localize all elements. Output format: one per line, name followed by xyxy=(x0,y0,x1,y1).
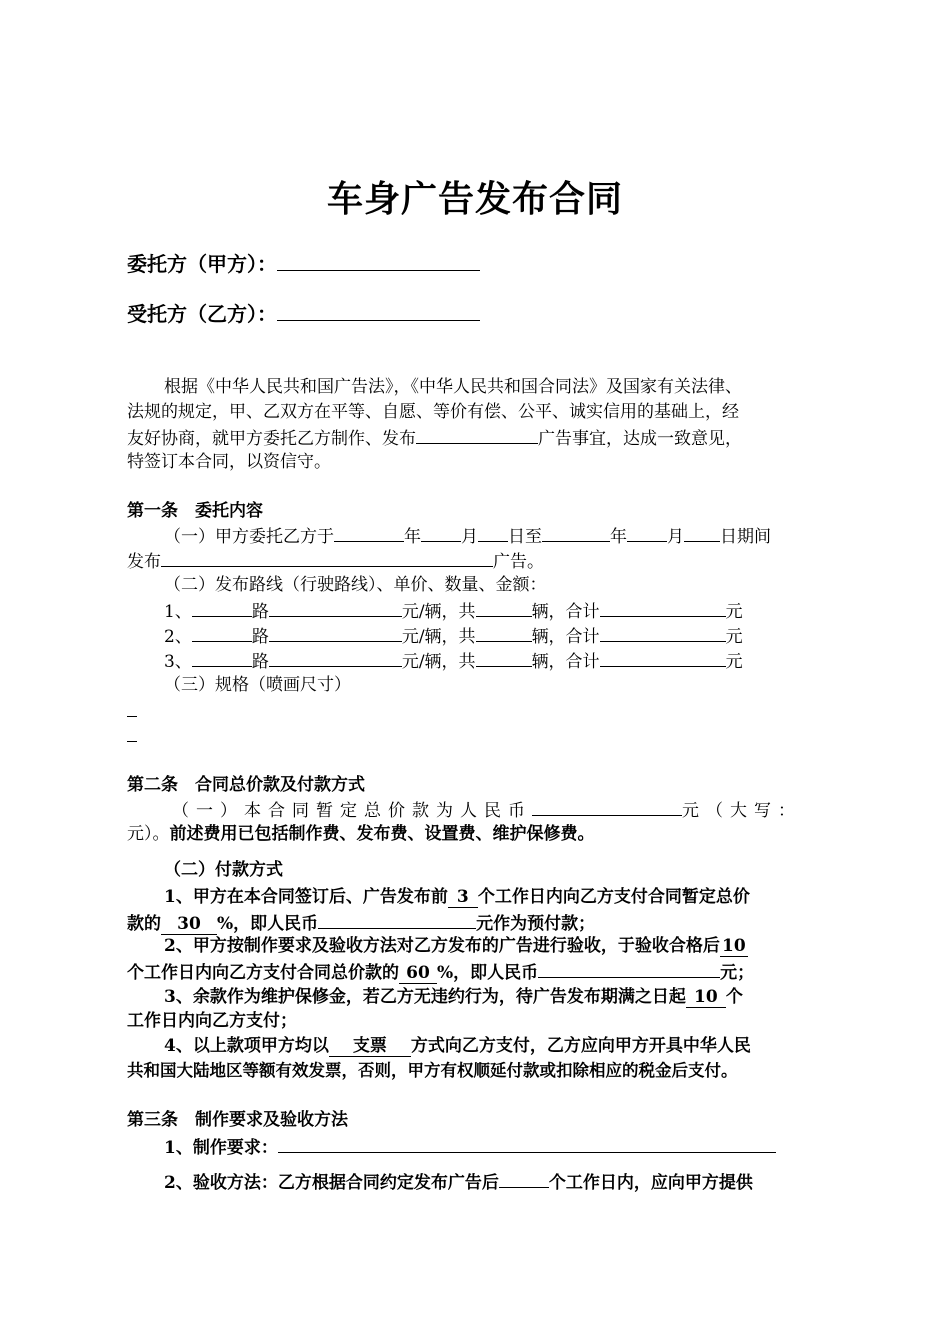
art2-item-2: （二）付款方式 xyxy=(164,860,283,880)
article-1-heading: 第一条 委托内容 xyxy=(127,501,263,521)
payment-clause-4 xyxy=(164,1034,751,1058)
second-amount-blank xyxy=(538,959,720,978)
art1-text: 年 xyxy=(404,527,421,547)
payment-method-value: 支票 xyxy=(329,1036,411,1057)
art1-text: 日至 xyxy=(508,527,542,547)
art2-text: 4、以上款项甲方均以 xyxy=(164,1036,329,1056)
art2-text: 个工作日内向乙方支付合同暂定总价 xyxy=(477,887,750,907)
route-name-blank xyxy=(192,598,252,617)
route-text: 元 xyxy=(725,602,743,622)
article-3-heading: 第三条 制作要求及验收方法 xyxy=(127,1110,348,1130)
route-text: 元/辆，共 xyxy=(401,627,476,647)
second-percent-value: 60 xyxy=(399,963,437,984)
art3-item-1 xyxy=(164,1134,776,1160)
route-name-blank xyxy=(192,648,252,667)
route-number: 2、 xyxy=(164,627,192,647)
route-text: 元 xyxy=(725,652,743,672)
preamble-text: 广告事宜，达成一致意见， xyxy=(538,429,742,449)
art2-item-1 xyxy=(172,797,802,823)
art2-text: 元作为预付款； xyxy=(476,914,596,934)
art1-text: 月 xyxy=(667,527,684,547)
party-b-line xyxy=(127,300,480,328)
advance-amount-blank xyxy=(318,910,476,929)
start-year-blank xyxy=(334,523,404,542)
vehicle-count-blank xyxy=(476,598,532,617)
art2-text: 款的 xyxy=(127,914,161,934)
art2-text: 个 xyxy=(725,987,743,1007)
art2-text: 元）。 xyxy=(127,824,170,844)
advance-days-value: 3 xyxy=(448,887,478,908)
payment-clause-2 xyxy=(164,934,748,958)
party-b-blank xyxy=(277,302,480,321)
total-price-blank xyxy=(532,797,682,816)
art2-text: %，即人民币 xyxy=(217,914,319,934)
route-text: 辆，合计 xyxy=(531,652,600,672)
preamble-text: 友好协商，就甲方委托乙方制作、发布 xyxy=(127,429,416,449)
preamble-line-4: 特签订本合同，以资信守。 xyxy=(127,452,331,472)
unit-price-blank xyxy=(269,598,402,617)
art1-item-3: （三）规格（喷画尺寸） xyxy=(164,675,351,695)
ad-name-blank xyxy=(416,425,538,444)
warranty-days-value: 10 xyxy=(686,987,726,1008)
payment-clause-3-cont: 工作日内向乙方支付； xyxy=(127,1011,297,1031)
art1-item-2: （二）发布路线（行驶路线）、单价、数量、金额： xyxy=(164,575,547,595)
acceptance-days-value: 10 xyxy=(720,936,748,957)
art2-text: 2、甲方按制作要求及验收方法对乙方发布的广告进行验收，于验收合格后 xyxy=(164,936,720,956)
route-row xyxy=(164,623,743,649)
route-number: 3、 xyxy=(164,652,192,672)
party-a-line xyxy=(127,250,480,278)
unit-price-blank xyxy=(269,648,402,667)
art2-text: 方式向乙方支付，乙方应向甲方开具中华人民 xyxy=(410,1036,751,1056)
payment-clause-4-cont: 共和国大陆地区等额有效发票，否则，甲方有权顺延付款或扣除相应的税金后支付。 xyxy=(127,1061,738,1080)
route-total-blank xyxy=(600,598,726,617)
preamble-line-2: 法规的规定，甲、乙双方在平等、自愿、等价有偿、公平、诚实信用的基础上，经 xyxy=(127,402,739,422)
unit-price-blank xyxy=(269,623,402,642)
art1-text: 发布 xyxy=(127,552,161,572)
acceptance-days-blank xyxy=(499,1169,549,1188)
spec-blank-2 xyxy=(127,741,137,742)
article-2-heading: 第二条 合同总价款及付款方式 xyxy=(127,775,365,795)
party-a-blank xyxy=(277,252,480,271)
route-text: 路 xyxy=(251,602,269,622)
art3-text: 1、制作要求： xyxy=(164,1138,278,1158)
payment-clause-2-cont xyxy=(127,959,754,985)
ad-content-blank xyxy=(161,548,493,567)
art2-text: 1、甲方在本合同签订后、广告发布前 xyxy=(164,887,448,907)
art2-text: （一）本合同暂定总价款为人民币 xyxy=(172,801,532,821)
end-day-blank xyxy=(684,523,720,542)
end-month-blank xyxy=(627,523,667,542)
payment-clause-3 xyxy=(164,985,743,1009)
advance-percent-value: 30 xyxy=(161,914,217,935)
route-row xyxy=(164,648,743,674)
route-total-blank xyxy=(600,648,726,667)
party-a-label: 委托方（甲方）： xyxy=(127,252,277,276)
art2-text: 个工作日内向乙方支付合同总价款的 xyxy=(127,963,399,983)
art1-text: 月 xyxy=(461,527,478,547)
end-year-blank xyxy=(542,523,610,542)
party-b-label: 受托方（乙方）： xyxy=(127,302,277,326)
route-text: 路 xyxy=(251,652,269,672)
art3-text: 个工作日内，应向甲方提供 xyxy=(548,1173,753,1193)
art3-text: 2、验收方法：乙方根据合同约定发布广告后 xyxy=(164,1173,499,1193)
art1-item-1 xyxy=(164,523,771,549)
page-title: 车身广告发布合同 xyxy=(326,178,623,220)
route-number: 1、 xyxy=(164,602,192,622)
art2-text: 元； xyxy=(720,963,755,983)
route-text: 元/辆，共 xyxy=(401,652,476,672)
art1-text: （一）甲方委托乙方于 xyxy=(164,527,334,547)
payment-clause-1 xyxy=(164,885,750,909)
vehicle-count-blank xyxy=(476,623,532,642)
preamble-line-1: 根据《中华人民共和国广告法》，《中华人民共和国合同法》及国家有关法律、 xyxy=(164,377,742,397)
start-month-blank xyxy=(421,523,461,542)
route-text: 辆，合计 xyxy=(531,602,600,622)
art1-text: 广告。 xyxy=(493,552,544,572)
art1-text: 年 xyxy=(610,527,627,547)
art1-publish-line xyxy=(127,548,544,574)
art2-text: 前述费用已包括制作费、发布费、设置费、维护保修费。 xyxy=(169,824,595,844)
route-text: 路 xyxy=(251,627,269,647)
preamble-line-3 xyxy=(127,425,742,451)
route-text: 辆，合计 xyxy=(531,627,600,647)
art2-item-1-cont xyxy=(127,822,595,846)
art2-text: 元（大写： xyxy=(682,801,802,821)
route-text: 元 xyxy=(725,627,743,647)
art3-item-2 xyxy=(164,1169,753,1195)
route-name-blank xyxy=(192,623,252,642)
vehicle-count-blank xyxy=(476,648,532,667)
route-text: 元/辆，共 xyxy=(401,602,476,622)
spec-blank-1 xyxy=(127,716,137,717)
route-row xyxy=(164,598,743,624)
art1-text: 日期间 xyxy=(720,527,771,547)
art2-text: 3、余款作为维护保修金，若乙方无违约行为，待广告发布期满之日起 xyxy=(164,987,686,1007)
start-day-blank xyxy=(478,523,508,542)
art2-text: %，即人民币 xyxy=(437,963,539,983)
production-requirements-blank xyxy=(278,1134,776,1153)
payment-clause-1-cont xyxy=(127,910,595,936)
route-total-blank xyxy=(600,623,726,642)
